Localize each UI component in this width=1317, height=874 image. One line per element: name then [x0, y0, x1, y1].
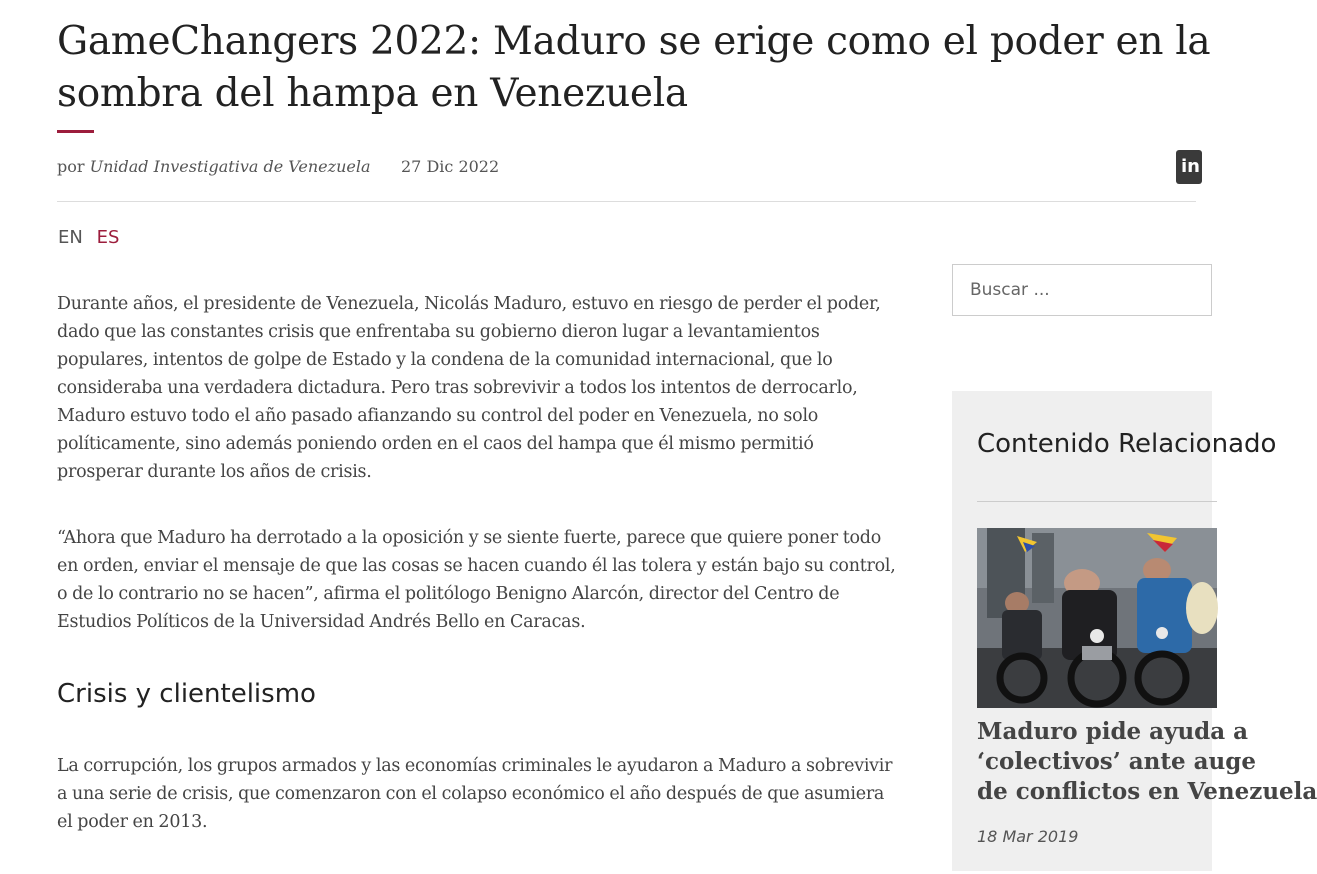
related-article-date: 18 Mar 2019: [977, 827, 1079, 846]
byline-prefix: por: [57, 157, 90, 176]
author-link[interactable]: Unidad Investigativa de Venezuela: [89, 157, 371, 176]
related-content-panel: [952, 391, 1317, 871]
section-heading: Crisis y clientelismo: [57, 679, 316, 709]
language-switcher: [58, 227, 119, 248]
search-input[interactable]: [953, 265, 1190, 315]
byline: [57, 157, 500, 176]
article-body: [57, 290, 897, 874]
motorcycle-riders-photo: [977, 528, 1217, 708]
related-headline-line-2: ‘colectivos’ ante auge: [977, 748, 1256, 775]
title-accent-rule: [57, 130, 94, 133]
article-paragraph-2: “Ahora que Maduro ha derrotado a la oposición y se siente fuerte, parece que quiere poner todo en orden, enviar el mensaje de que las cosas se hacen cuando él las tolera y están bajo su control, o de lo contrario no se hacen”, afirma el politólogo Benigno Alarcón, director del Centro de Estudios Políticos de la Universidad Andrés Bello en Caracas.: [57, 528, 896, 632]
article-title-line-2: sombra del hampa en Venezuela: [57, 71, 688, 116]
article-paragraph-3: La corrupción, los grupos armados y las economías criminales le ayudaron a Maduro a sobrevivir a una serie de crisis, que comenzaron con el colapso económico el año después de que asumiera el poder en 2013.: [57, 756, 893, 832]
search-box: [952, 264, 1212, 316]
related-divider: [977, 501, 1217, 502]
article-title-line-1: GameChangers 2022: Maduro se erige como el poder en la: [57, 19, 1211, 64]
related-headline-line-1: Maduro pide ayuda a: [977, 718, 1249, 745]
related-article-headline[interactable]: [977, 717, 1317, 807]
related-headline-line-3: de conflictos en Venezuela: [977, 778, 1317, 805]
publish-date: 27 Dic 2022: [401, 157, 500, 176]
linkedin-label: in: [1181, 156, 1200, 177]
article-paragraph-1: Durante años, el presidente de Venezuela, Nicolás Maduro, estuvo en riesgo de perder el poder, dado que las constantes crisis que enfrentaba su gobierno dieron lugar a levantamientos populares, intentos de golpe de Estado y la condena de la comunidad internacional, que lo consideraba una verdadera dictadura. Pero tras sobrevivir a todos los intentos de derrocarlo, Maduro estuvo todo el año pasado afianzando su control del poder en Venezuela, no solo políticamente, sino además poniendo orden en el caos del hampa que él mismo permitió prosperar durante los años de crisis.: [57, 294, 881, 482]
header-divider: [57, 201, 1196, 202]
linkedin-icon[interactable]: [1176, 150, 1202, 184]
language-en-link[interactable]: EN: [58, 227, 83, 248]
language-es-link[interactable]: ES: [96, 227, 120, 248]
related-content-title: Contenido Relacionado: [977, 429, 1277, 459]
related-article-image[interactable]: [977, 528, 1217, 708]
article-title: [57, 16, 1257, 120]
